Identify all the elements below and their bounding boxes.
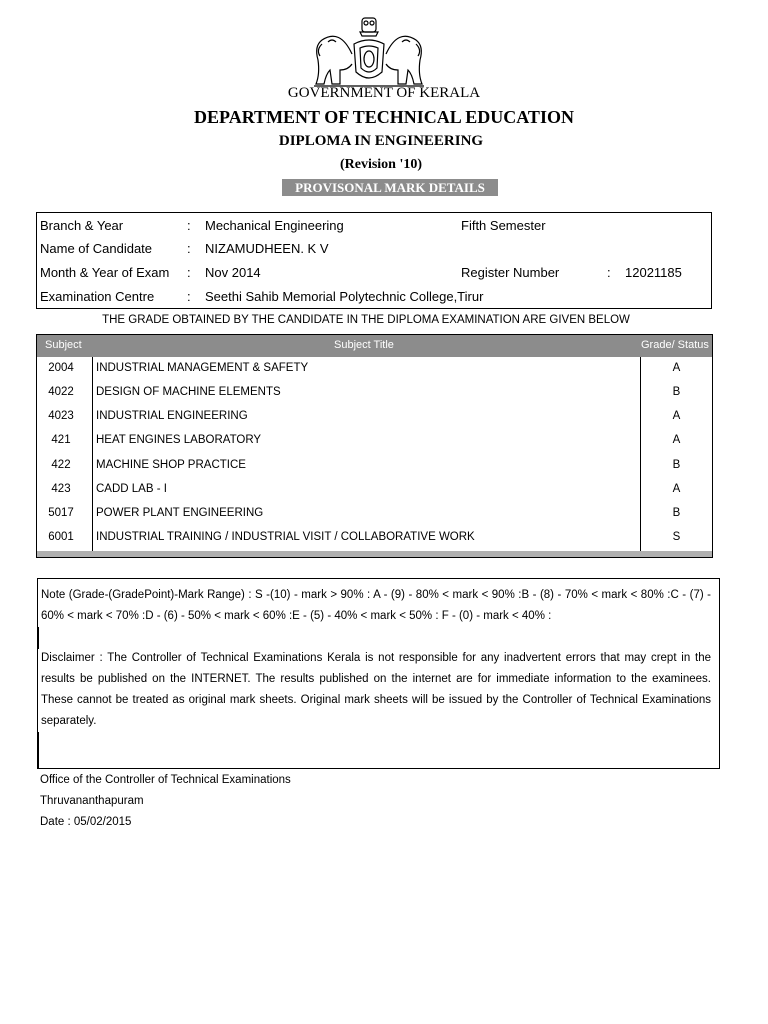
notes-box <box>37 578 720 769</box>
subject-code: 4022 <box>48 386 74 398</box>
register-number: 12021185 <box>625 265 682 280</box>
colon: : <box>187 241 191 256</box>
subject-title: CADD LAB - I <box>96 483 167 495</box>
subject-grade: B <box>672 507 681 519</box>
candidate-name: NIZAMUDHEEN. K V <box>205 241 329 256</box>
subject-title: MACHINE SHOP PRACTICE <box>96 459 246 471</box>
provisional-banner: PROVISONAL MARK DETAILS <box>282 179 498 196</box>
centre-value: Seethi Sahib Memorial Polytechnic College,Tirur <box>205 289 484 304</box>
exam-value: Nov 2014 <box>205 265 261 280</box>
marks-table <box>36 334 713 558</box>
kerala-state-emblem-icon <box>310 14 428 90</box>
subject-code: 6001 <box>48 531 74 543</box>
subject-code: 423 <box>51 483 71 495</box>
colon: : <box>187 265 191 280</box>
table-row <box>37 507 712 531</box>
exam-label: Month & Year of Exam <box>40 265 170 280</box>
table-row <box>37 459 712 483</box>
branch-label: Branch & Year <box>40 218 124 233</box>
subject-title: HEAT ENGINES LABORATORY <box>96 434 262 446</box>
name-label: Name of Candidate <box>40 241 153 256</box>
table-row <box>37 386 712 410</box>
subject-code: 4023 <box>48 410 74 422</box>
subject-title: DESIGN OF MACHINE ELEMENTS <box>96 386 281 398</box>
subject-grade: A <box>672 362 681 374</box>
subject-title-header: Subject Title <box>334 339 394 351</box>
semester-value: Fifth Semester <box>461 218 546 233</box>
register-label: Register Number <box>461 265 560 280</box>
program-title: DIPLOMA IN ENGINEERING <box>278 133 484 149</box>
subject-title: INDUSTRIAL ENGINEERING <box>96 410 248 422</box>
subject-title: INDUSTRIAL MANAGEMENT & SAFETY <box>96 362 309 374</box>
colon: : <box>607 265 611 280</box>
table-header <box>37 335 712 357</box>
subject-grade: B <box>672 459 681 471</box>
subject-grade: A <box>672 483 681 495</box>
colon: : <box>187 289 191 304</box>
table-row <box>37 483 712 507</box>
centre-label: Examination Centre <box>40 289 155 304</box>
subject-code: 5017 <box>48 507 74 519</box>
subject-title: INDUSTRIAL TRAINING / INDUSTRIAL VISIT / COLLABORATIVE WORK <box>96 531 475 543</box>
subject-code: 2004 <box>48 362 74 374</box>
subject-grade: A <box>672 410 681 422</box>
government-title: GOVERNMENT OF KERALA <box>287 85 481 101</box>
subject-code: 422 <box>51 459 71 471</box>
department-title: DEPARTMENT OF TECHNICAL EDUCATION <box>194 107 574 127</box>
subject-grade: S <box>672 531 681 543</box>
office-city: Thruvananthapuram <box>40 795 144 807</box>
grade-note: Note (Grade-(GradePoint)-Mark Range) : S -(10) - mark > 90% : A - (9) - 80% < mark < 90% :B - (8) - 70% < mark < 80% :C - (7) - 60% < mark < 70% :D - (6) - 50% < mark < 60% :E - (5) - 40% < mark < 50% : F - (0) - mark < 40% : <box>41 589 711 622</box>
colon: : <box>187 218 191 233</box>
issue-date: Date : 05/02/2015 <box>40 816 132 828</box>
grade-header: Grade/ Status <box>641 339 709 351</box>
margin-mark <box>38 732 39 768</box>
office-name: Office of the Controller of Technical Examinations <box>40 774 291 786</box>
grade-caption: THE GRADE OBTAINED BY THE CANDIDATE IN THE DIPLOMA EXAMINATION ARE GIVEN BELOW <box>102 314 630 326</box>
table-footer-bar <box>37 551 712 557</box>
branch-value: Mechanical Engineering <box>205 218 344 233</box>
margin-mark <box>38 627 39 649</box>
table-row <box>37 434 712 458</box>
disclaimer: Disclaimer : The Controller of Technical Examinations Kerala is not responsible for any inadvertent errors that may crept in the results be published on the INTERNET. The results published on the internet are for immediate information to the examinees. These cannot be treated as original mark sheets. Original mark sheets will be issued by the Controller of Technical Examinations separately. <box>41 652 711 727</box>
subject-grade: A <box>672 434 681 446</box>
subject-code: 421 <box>51 434 71 446</box>
table-row <box>37 362 712 386</box>
subject-title: POWER PLANT ENGINEERING <box>96 507 264 519</box>
subject-header: Subject <box>45 339 82 351</box>
subject-grade: B <box>672 386 681 398</box>
candidate-info-box <box>36 212 712 309</box>
table-row <box>37 410 712 434</box>
revision-label: (Revision '10) <box>339 157 423 172</box>
